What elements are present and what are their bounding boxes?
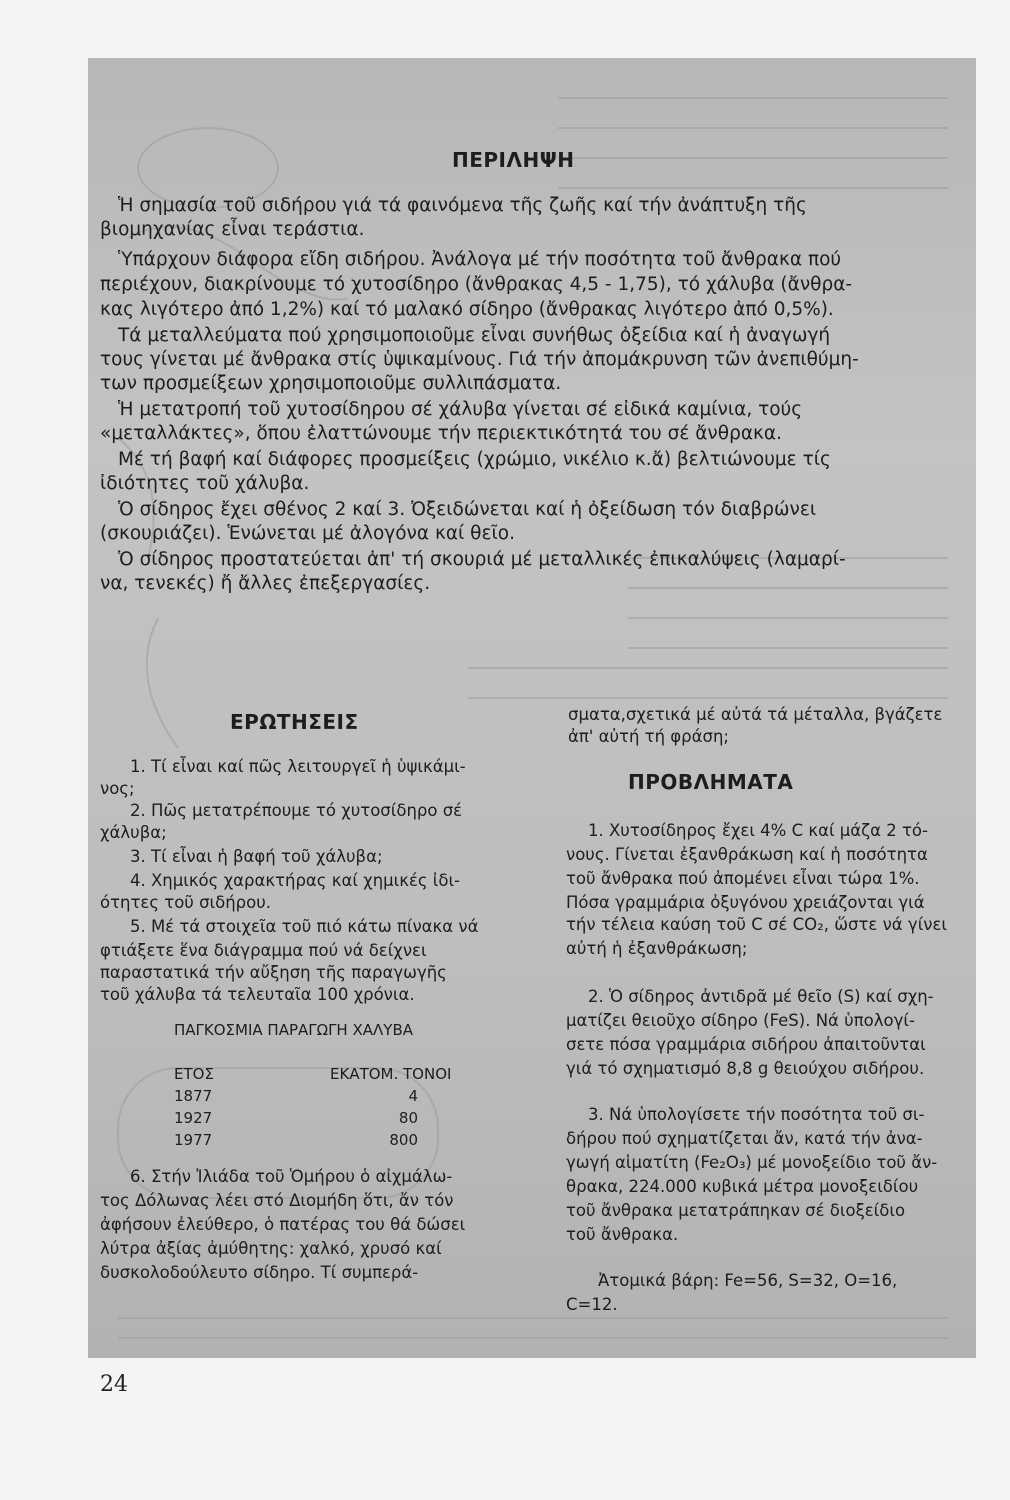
question-line: ἀφήσουν ἐλεύθερο, ὁ πατέρας του θά δώσει: [100, 1215, 466, 1234]
question-line: 6. Στήν Ἰλιάδα τοῦ Ὁμήρου ὁ αἰχμάλω-: [130, 1167, 453, 1186]
problems-title: ΠΡΟΒΛΗΜΑΤΑ: [628, 770, 794, 794]
table-cell-year: 1877: [174, 1087, 213, 1105]
problem-line: τοῦ ἄνθρακα μετατράπηκαν σέ διοξείδιο: [566, 1201, 906, 1220]
question-line: ότητες τοῦ σιδήρου.: [100, 893, 272, 912]
problem-line: τοῦ ἄνθρακα πού ἀπομένει εἶναι τώρα 1%.: [566, 869, 920, 888]
question-line: λύτρα ἀξίας ἀμύθητης: χαλκό, χρυσό καί: [100, 1239, 442, 1258]
table-cell-year: 1977: [174, 1131, 213, 1149]
summary-line: «μεταλλάκτες», ὅπου ἐλαττώνουμε τήν περιεκτικότητά του σέ ἄνθρακα.: [100, 423, 782, 444]
question-line: παραστατικά τήν αὔξηση τῆς παραγωγῆς: [100, 963, 447, 982]
summary-line: (σκουριάζει). Ἑνώνεται μέ ἀλογόνα καί θεῖο.: [100, 523, 515, 544]
question-line: νος;: [100, 779, 135, 798]
atomic-weights: Ἀτομικά βάρη: Fe=56, S=32, O=16,: [598, 1271, 898, 1290]
problem-line: 2. Ὁ σίδηρος ἀντιδρᾶ μέ θεῖο (S) καί σχη-: [588, 987, 934, 1006]
atomic-weights: C=12.: [566, 1295, 618, 1314]
summary-line: Ὑπάρχουν διάφορα εἴδη σιδήρου. Ἀνάλογα μέ τήν ποσότητα τοῦ ἄνθρακα πού: [118, 249, 842, 270]
question-line: 5. Μέ τά στοιχεῖα τοῦ πιό κάτω πίνακα νά: [130, 917, 479, 936]
summary-line: να, τενεκές) ἤ ἄλλες ἐπεξεργασίες.: [100, 573, 431, 594]
summary-line: Ἡ μετατροπή τοῦ χυτοσίδηρου σέ χάλυβα γίνεται σέ εἰδικά καμίνια, τούς: [118, 399, 803, 420]
problem-line: τήν τέλεια καύση τοῦ C σέ CO₂, ὥστε νά γίνει: [566, 915, 947, 934]
question-line: σματα,σχετικά μέ αὐτά τά μέταλλα, βγάζετε: [568, 705, 943, 724]
summary-line: Μέ τή βαφή καί διάφορες προσμείξεις (χρώμιο, νικέλιο κ.ἄ) βελτιώνουμε τίς: [118, 449, 831, 470]
problem-line: δήρου πού σχηματίζεται ἄν, κατά τήν ἀνα-: [566, 1129, 923, 1148]
question-line: 3. Τί εἶναι ἡ βαφή τοῦ χάλυβα;: [130, 847, 383, 866]
question-line: φτιάξετε ἕνα διάγραμμα πού νά δείχνει: [100, 941, 427, 960]
problem-line: αὐτή ἡ ἐξανθράκωση;: [566, 939, 748, 958]
table-header-year: ΕΤΟΣ: [174, 1065, 214, 1083]
summary-title: ΠΕΡΙΛΗΨΗ: [452, 148, 575, 172]
summary-line: Ὁ σίδηρος προστατεύεται ἀπ' τή σκουριά μέ μεταλλικές ἐπικαλύψεις (λαμαρί-: [118, 549, 846, 570]
table-cell-value: 800: [389, 1131, 418, 1149]
question-line: ἀπ' αὐτή τή φράση;: [568, 727, 729, 746]
problem-line: ματίζει θειοῦχο σίδηρο (FeS). Νά ὑπολογί-: [566, 1011, 915, 1030]
problem-line: γιά τό σχηματισμό 8,8 g θειούχου σιδήρου.: [566, 1059, 925, 1078]
summary-line: ἰδιότητες τοῦ χάλυβα.: [100, 473, 310, 494]
question-line: 2. Πῶς μετατρέπουμε τό χυτοσίδηρο σέ: [130, 801, 463, 820]
question-line: τοῦ χάλυβα τά τελευταῖα 100 χρόνια.: [100, 985, 415, 1004]
summary-line: περιέχουν, διακρίνουμε τό χυτοσίδηρο (ἄνθρακας 4,5 - 1,75), τό χάλυβα (ἄνθρα-: [100, 274, 853, 295]
page-number: 24: [100, 1372, 128, 1397]
question-line: χάλυβα;: [100, 823, 167, 842]
gray-text-plate: [88, 58, 976, 1358]
questions-title: ΕΡΩΤΗΣΕΙΣ: [230, 710, 359, 734]
summary-line: τους γίνεται μέ ἄνθρακα στίς ὑψικαμίνους. Γιά τήν ἀπομάκρυνση τῶν ἀνεπιθύμη-: [100, 349, 859, 370]
question-line: δυσκολοδούλευτο σίδηρο. Τί συμπερά-: [100, 1263, 419, 1282]
question-line: 4. Χημικός χαρακτήρας καί χημικές ἰδι-: [130, 871, 461, 890]
summary-line: κας λιγότερο ἀπό 1,2%) καί τό μαλακό σίδηρο (ἄνθρακας λιγότερο ἀπό 0,5%).: [100, 299, 834, 320]
summary-line: βιομηχανίας εἶναι τεράστια.: [100, 219, 365, 240]
table-cell-value: 80: [398, 1109, 418, 1127]
problem-line: γωγή αἱματίτη (Fe₂O₃) μέ μονοξείδιο τοῦ ἄν-: [566, 1153, 938, 1172]
question-line: τος Δόλωνας λέει στό Διομήδη ὅτι, ἄν τόν: [100, 1191, 454, 1210]
problem-line: 3. Νά ὑπολογίσετε τήν ποσότητα τοῦ σι-: [588, 1105, 925, 1124]
summary-line: Ὁ σίδηρος ἔχει σθένος 2 καί 3. Ὀξειδώνεται καί ἡ ὀξείδωση τόν διαβρώνει: [118, 499, 817, 520]
problem-line: σετε πόσα γραμμάρια σιδήρου ἀπαιτοῦνται: [566, 1035, 926, 1054]
summary-line: Τά μεταλλεύματα πού χρησιμοποιοῦμε εἶναι συνήθως ὀξείδια καί ἡ ἀναγωγή: [118, 325, 831, 346]
summary-line: Ἡ σημασία τοῦ σιδήρου γιά τά φαινόμενα τῆς ζωῆς καί τήν ἀνάπτυξη τῆς: [118, 195, 807, 216]
problem-line: Πόσα γραμμάρια ὀξυγόνου χρειάζονται γιά: [566, 893, 925, 912]
table-cell-year: 1927: [174, 1109, 213, 1127]
problem-line: νους. Γίνεται ἐξανθράκωση καί ἡ ποσότητα: [566, 845, 928, 864]
problem-line: τοῦ ἄνθρακα.: [566, 1225, 679, 1244]
table-title: ΠΑΓΚΟΣΜΙΑ ΠΑΡΑΓΩΓΗ ΧΑΛΥΒΑ: [174, 1021, 413, 1039]
table-header-value: ΕΚΑΤΟΜ. ΤΟΝΟΙ: [330, 1065, 452, 1083]
table-cell-value: 4: [408, 1087, 418, 1105]
problem-line: 1. Χυτοσίδηρος ἔχει 4% C καί μάζα 2 τό-: [588, 821, 928, 840]
question-line: 1. Τί εἶναι καί πῶς λειτουργεῖ ἡ ὑψικάμι-: [130, 757, 466, 776]
problem-line: θρακα, 224.000 κυβικά μέτρα μονοξειδίου: [566, 1177, 919, 1196]
summary-line: των προσμείξεων χρησιμοποιοῦμε συλλιπάσματα.: [100, 373, 562, 394]
